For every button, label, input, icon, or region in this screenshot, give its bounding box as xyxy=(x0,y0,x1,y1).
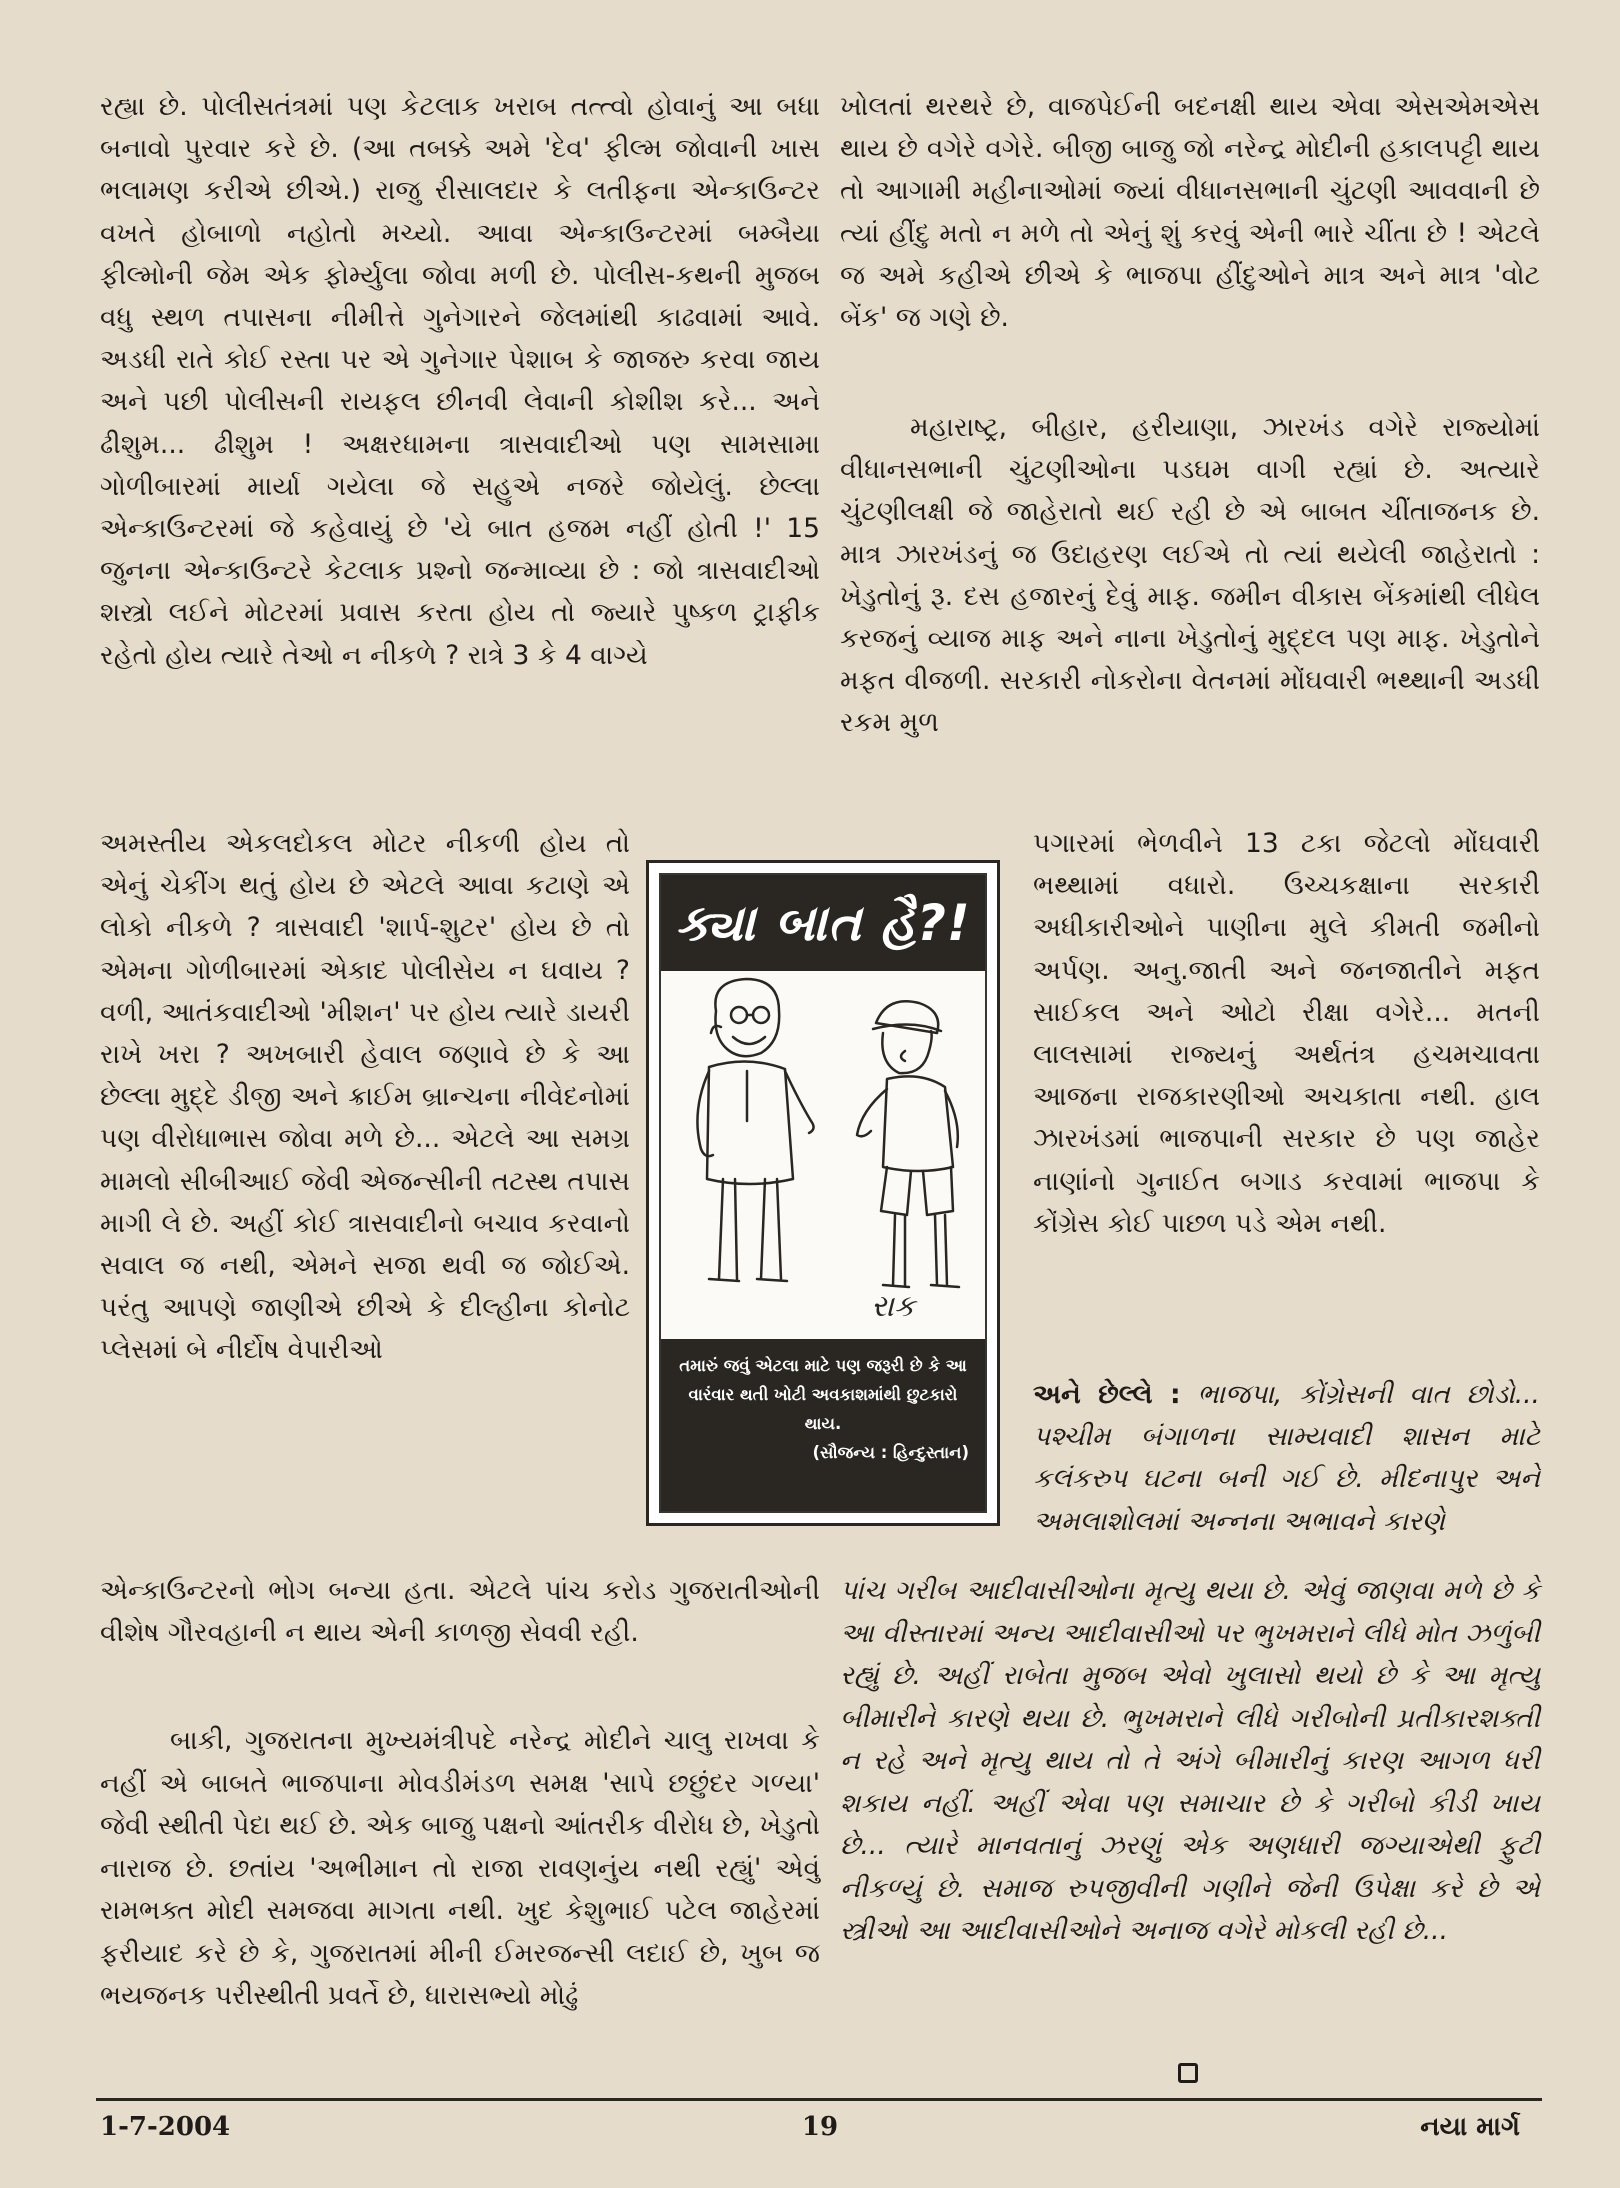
publication-name: નયા માર્ગ xyxy=(1420,2112,1520,2142)
right-paragraph-1: ખોલતાં થરથરે છે, વાજપેઈની બદનક્ષી થાય એવા એસએમએસ થાય છે વગેરે વગેરે. બીજી બાજુ જો નરેન્દ્ર મોદીની હકાલપટ્ટી થાય તો આગામી મહીનાઓમાં જ્યાં વીધાનસભાની ચુંટણી આવવાની છે ત્યાં હીંદુ મતો ન મળે તો એનું શું કરવું એની ભારે ચીંતા છે ! એટલે જ અમે કહીએ છીએ કે ભાજપા હીંદુઓને માત્ર અને માત્ર 'વોટ બેંક' જ ગણે છે. xyxy=(840,91,1540,334)
closing-lead-label: અને છેલ્લે : xyxy=(1033,1379,1181,1410)
right-column-top xyxy=(840,86,1540,339)
cartoon-illustration xyxy=(661,971,985,1343)
cartoonist-signature: રાક xyxy=(871,1289,916,1324)
right-column-beside-cartoon xyxy=(1033,823,1540,1245)
left-column-top xyxy=(100,86,820,677)
cartoon-caption xyxy=(661,1339,985,1511)
right-column-mid xyxy=(840,407,1540,745)
footer-rule xyxy=(96,2098,1542,2101)
closing-paragraph-cont: પાંચ ગરીબ આદીવાસીઓના મૃત્યુ થયા છે. એવું જાણવા મળે છે કે આ વીસ્તારમાં અન્ય આદીવાસીઓ પર ભુખમરાને લીધે મોત ઝળુંબી રહ્યું છે. અહીં રાબેતા મુજબ એવો ખુલાસો થયો છે કે આ મૃત્યુ બીમારીને કારણે થયા છે. ભુખમરાને લીધે ગરીબોની પ્રતીકારશક્તી ન રહે અને મૃત્યુ થાય તો તે અંગે બીમારીનું કારણ આગળ ધરી શકાય નહીં. અહીં એવા પણ સમાચાર છે કે ગરીબો કીડી ખાય છે... ત્યારે માનવતાનું ઝરણું એક અણધારી જગ્યાએથી ફુટી નીકળ્યું છે. સમાજ રુપજીવીની ગણીને જેની ઉપેક્ષા કરે છે એ સ્ત્રીઓ આ આદીવાસીઓને અનાજ વગેરે મોકલી રહી છે... xyxy=(840,1575,1540,1946)
left-paragraph-1-cont: અમસ્તીય એકલદોકલ મોટર નીકળી હોય તો એનું ચેકીંગ થતું હોય છે એટલે આવા કટાણે એ લોકો નીકળે ? ત્રાસવાદી 'શાર્પ-શુટર' હોય છે તો એમના ગોળીબારમાં એકાદ પોલીસેય ન ઘવાય ? વળી, આતંકવાદીઓ 'મીશન' પર હોય ત્યારે ડાયરી રાખે ખરા ? અખબારી હેવાલ જણાવે છે કે આ છેલ્લા મુદ્દે ડીજી અને ક્રાઈમ બ્રાન્ચના નીવેદનોમાં પણ વીરોધાભાસ જોવા મળે છે... એટલે આ સમગ્ર મામલો સીબીઆઈ જેવી એજન્સીની તટસ્થ તપાસ માગી લે છે. અહીં કોઈ ત્રાસવાદીનો બચાવ કરવાનો સવાલ જ નથી, એમને સજા થવી જ જોઈએ. પરંતુ આપણે જાણીએ છીએ કે દીલ્હીના કોનોટ પ્લેસમાં બે નીર્દોષ વેપારીઓ xyxy=(100,828,630,1366)
left-paragraph-1-end: એન્કાઉન્ટરનો ભોગ બન્યા હતા. એટલે પાંચ કરોડ ગુજરાતીઓની વીશેષ ગૌરવહાની ન થાય એની કાળજી સેવવી રહી. xyxy=(100,1575,820,1649)
end-of-article-mark xyxy=(1178,2063,1198,2083)
left-paragraph-2: બાકી, ગુજરાતના મુખ્યમંત્રીપદે નરેન્દ્ર મોદીને ચાલુ રાખવા કે નહીં એ બાબતે ભાજપાના મોવડીમંડળ સમક્ષ 'સાપે છછુંદર ગળ્યા' જેવી સ્થીતી પેદા થઈ છે. એક બાજુ પક્ષનો આંતરીક વીરોધ છે, ખેડુતો નારાજ છે. છતાંય 'અભીમાન તો રાજા રાવણનુંય નથી રહ્યું' એવું રામભક્ત મોદી સમજવા માગતા નથી. ખુદ કેશુભાઈ પટેલ જાહેરમાં ફરીયાદ કરે છે કે, ગુજરાતમાં મીની ઈમરજન્સી લદાઈ છે, ખુબ જ ભયજનક પરીસ્થીતી પ્રવર્તે છે, ધારાસભ્યો મોઢું xyxy=(100,1725,820,2011)
left-paragraph-1: રહ્યા છે. પોલીસતંત્રમાં પણ કેટલાક ખરાબ તત્ત્વો હોવાનું આ બધા બનાવો પુરવાર કરે છે. (આ તબક્કે અમે 'દેવ' ફીલ્મ જોવાની ખાસ ભલામણ કરીએ છીએ.) રાજુ રીસાલદાર કે લતીફના એન્કાઉન્ટર વખતે હોબાળો નહોતો મચ્યો. આવા એન્કાઉન્ટરમાં બમ્બૈયા ફીલ્મોની જેમ એક ફોર્મ્યુલા જોવા મળી છે. પોલીસ-કથની મુજબ વધુ સ્થળ તપાસના નીમીત્તે ગુનેગારને જેલમાંથી કાઢવામાં આવે. અડધી રાતે કોઈ રસ્તા પર એ ગુનેગાર પેશાબ કે જાજરુ કરવા જાય અને પછી પોલીસની રાયફલ છીનવી લેવાની કોશીશ કરે... અને ઢીશુમ... ઢીશુમ ! અક્ષરધામના ત્રાસવાદીઓ પણ સામસામા ગોળીબારમાં માર્યા ગયેલા જે સહુએ નજરે જોયેલું. છેલ્લા એન્કાઉન્ટરમાં જે કહેવાયું છે 'યે બાત હજમ નહીં હોતી !' 15 જુનના એન્કાઉન્ટરે કેટલાક પ્રશ્નો જન્માવ્યા છે : જો ત્રાસવાદીઓ શસ્ત્રો લઈને મોટરમાં પ્રવાસ કરતા હોય તો જ્યારે પુષ્કળ ટ્રાફીક રહેતો હોય ત્યારે તેઓ ન નીકળે ? રાત્રે 3 કે 4 વાગ્યે xyxy=(100,91,820,671)
cartoon-title: ક્યા બાત હૈ?! xyxy=(661,875,985,971)
right-column-closing-lead xyxy=(1033,1374,1540,1543)
left-column-bottom xyxy=(100,1570,820,1654)
footer-date: 1-7-2004 xyxy=(100,2112,231,2142)
cartoon-box xyxy=(646,860,1000,1526)
cartoon-caption-text: તમારું જવું એટલા માટે પણ જરૂરી છે કે આ વારંવાર થતી ખોટી અવકાશમાંથી છુટકારો થાય. xyxy=(679,1356,967,1433)
closing-italic-start: ભાજપા, કોંગ્રેસની વાત છોડો... પશ્ચીમ બંગાળના સામ્યવાદી શાસન માટે કલંકરુપ ઘટના બની ગઈ છે. મીદનાપુર અને અમલાશોલમાં અન્નના અભાવને કારણે xyxy=(1033,1379,1540,1537)
right-paragraph-2-cont: પગારમાં ભેળવીને 13 ટકા જેટલો મોંઘવારી ભથ્થામાં વધારો. ઉચ્ચકક્ષાના સરકારી અધીકારીઓને પાણીના મુલે કીમતી જમીનો અર્પણ. અનુ.જાતી અને જનજાતીને મફત સાઈકલ અને ઓટો રીક્ષા વગેરે... મતની લાલસામાં રાજ્યનું અર્થતંત્ર હચમચાવતા આજના રાજકારણીઓ અચકાતા નથી. હાલ ઝારખંડમાં ભાજપાની સરકાર છે પણ જાહેર નાણાંનો ગુનાઈત બગાડ કરવામાં ભાજપા કે કોંગ્રેસ કોઈ પાછળ પડે એમ નથી. xyxy=(1033,828,1540,1239)
left-column-bottom-2 xyxy=(100,1720,820,2018)
cartoon-frame xyxy=(659,873,987,1513)
page-number: 19 xyxy=(801,2112,839,2142)
cartoon-drawing xyxy=(661,971,991,1343)
right-column-closing-wide xyxy=(840,1570,1540,1953)
left-column-beside-cartoon xyxy=(100,823,630,1372)
closing-paragraph-start xyxy=(1033,1374,1540,1543)
right-paragraph-2: મહારાષ્ટ્ર, બીહાર, હરીયાણા, ઝારખંડ વગેરે રાજ્યોમાં વીધાનસભાની ચુંટણીઓના પડઘમ વાગી રહ્યાં છે. અત્યારે ચુંટણીલક્ષી જે જાહેરાતો થઈ રહી છે એ બાબત ચીંતાજનક છે. માત્ર ઝારખંડનું જ ઉદાહરણ લઈએ તો ત્યાં થયેલી જાહેરાતો : ખેડુતોનું રૂ. દસ હજારનું દેવું માફ. જમીન વીકાસ બેંકમાંથી લીધેલ કરજનું વ્યાજ માફ અને નાના ખેડુતોનું મુદ્દલ પણ માફ. ખેડુતોને મફત વીજળી. સરકારી નોકરોના વેતનમાં મોંઘવારી ભથ્થાની અડધી રકમ મુળ xyxy=(840,412,1540,739)
cartoon-source: (સૌજન્ય : હિન્દુસ્તાન) xyxy=(812,1443,969,1462)
